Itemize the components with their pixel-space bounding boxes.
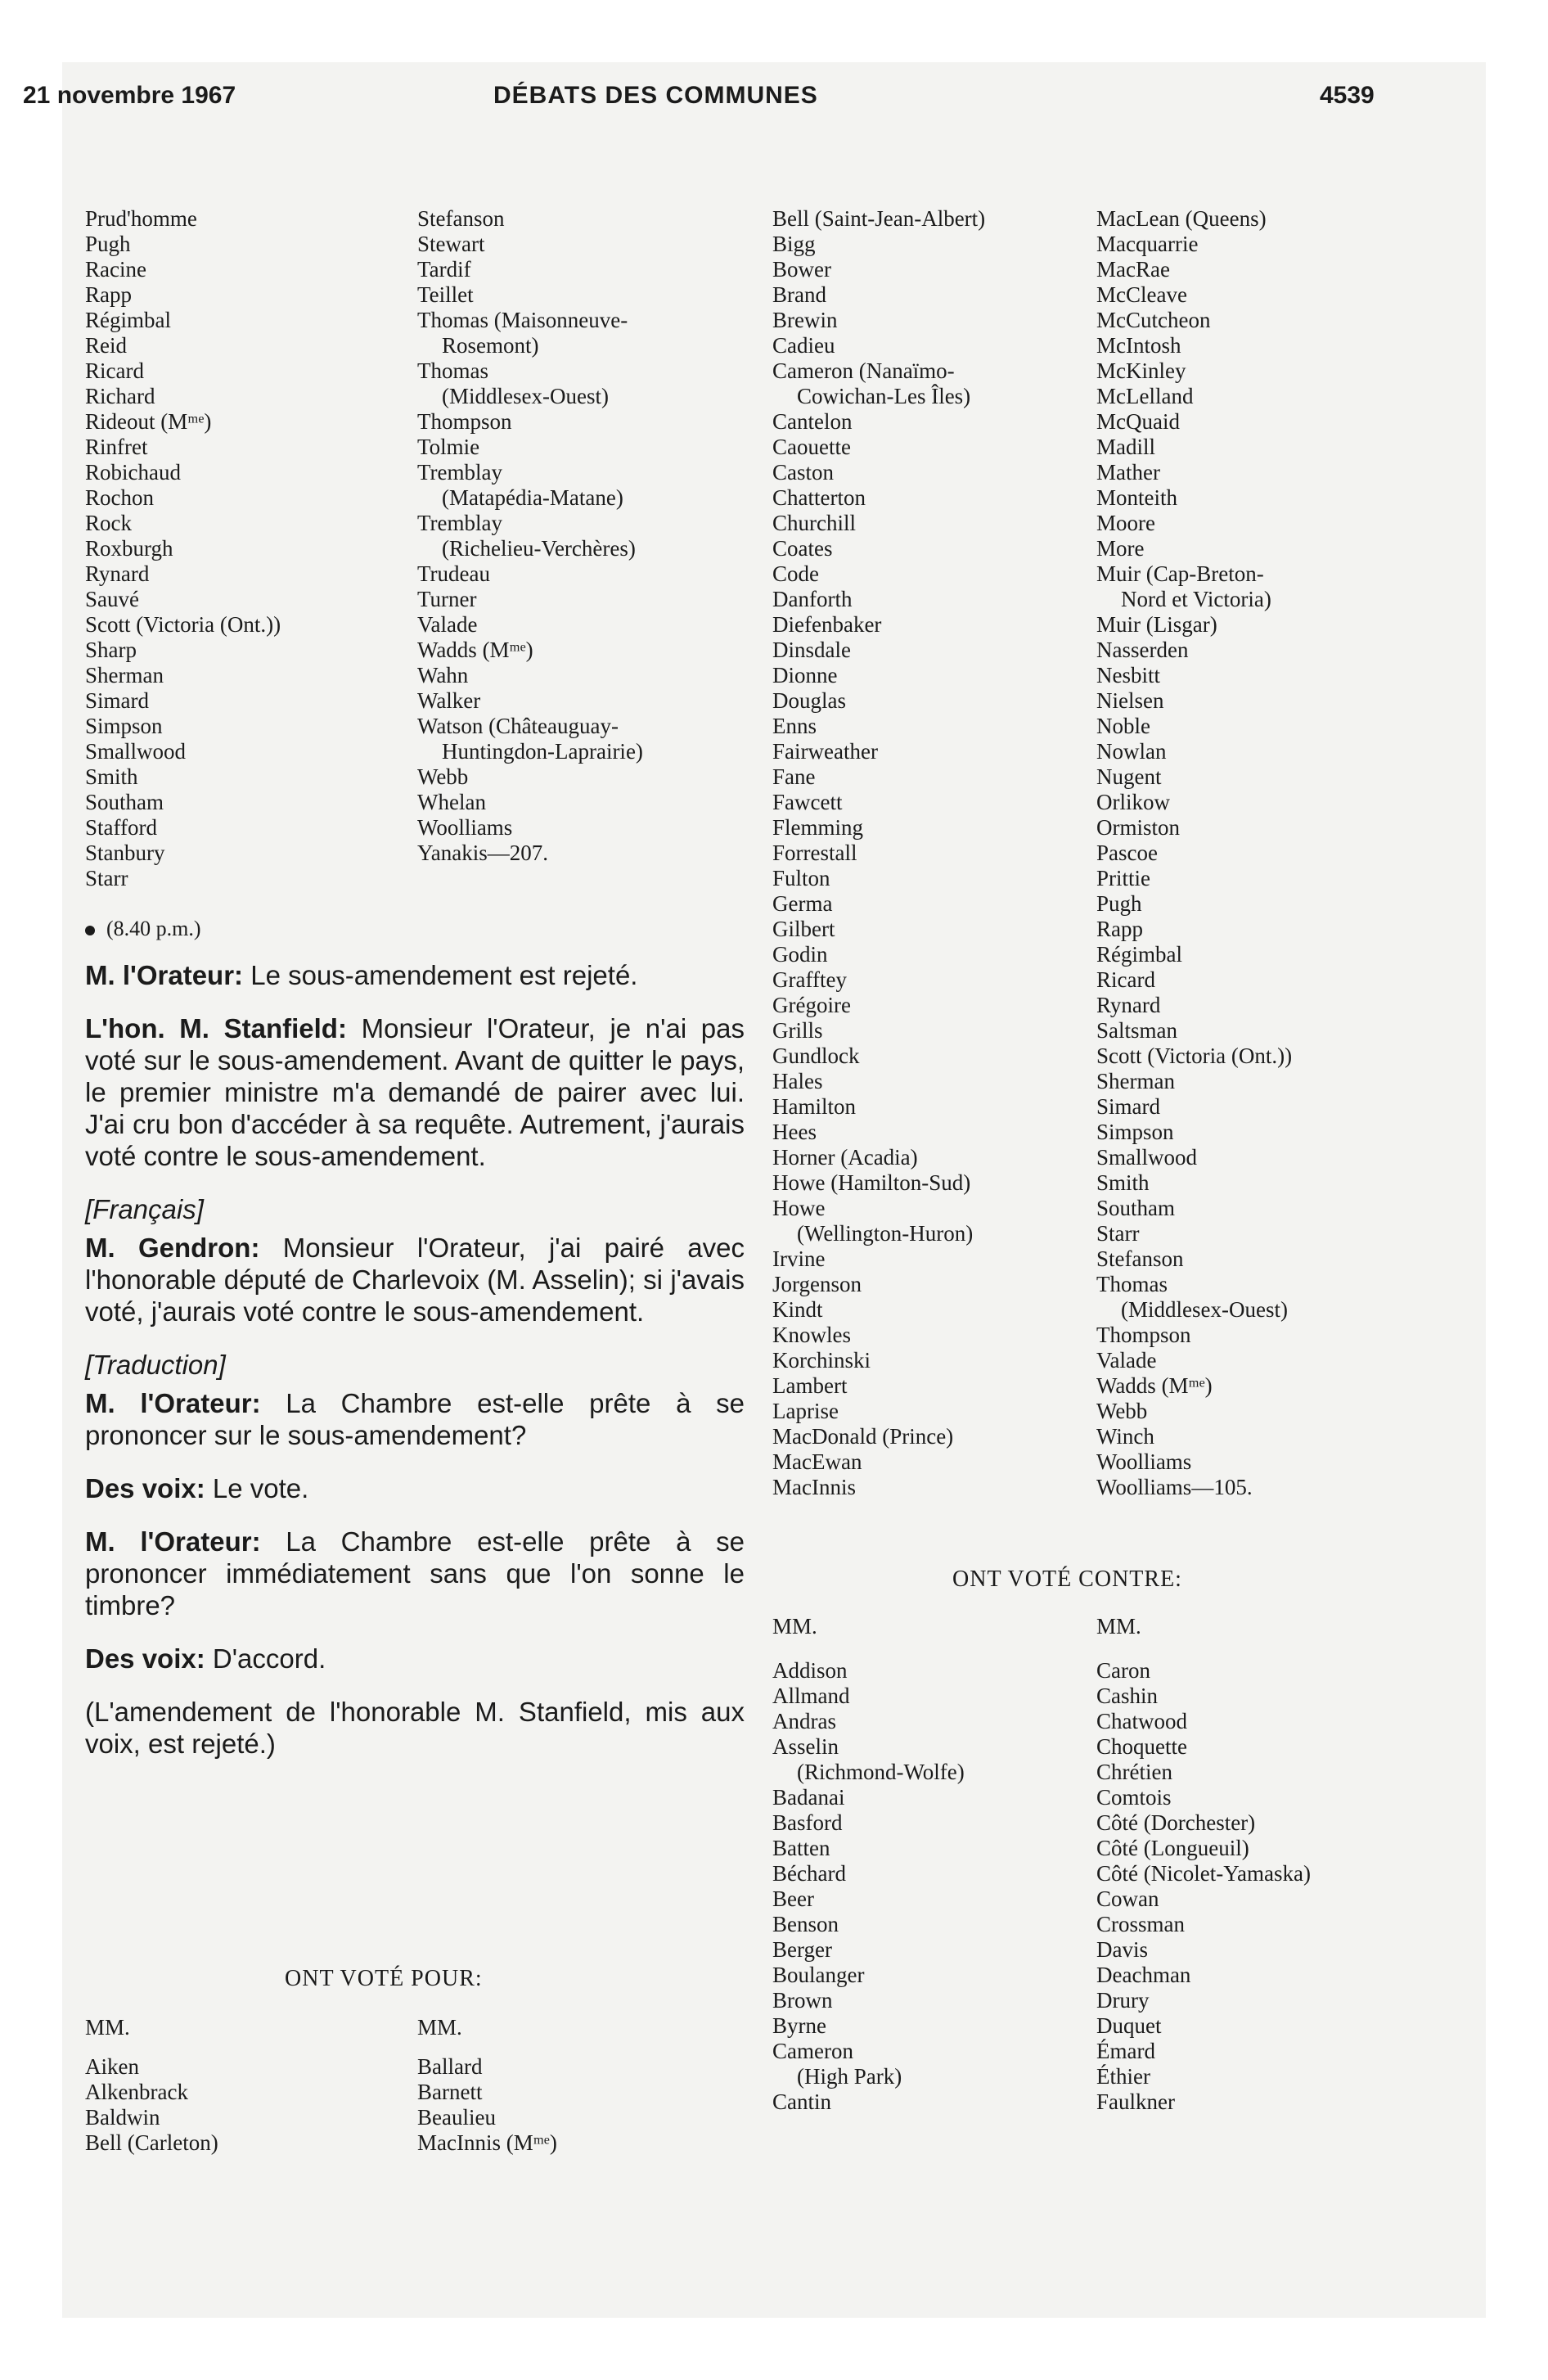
member-name: Rinfret [85,435,148,459]
speaker-name: M. l'Orateur: [85,960,244,990]
member-name: Côté (Longueuil) [1096,1836,1249,1860]
member-name: Webb [417,764,469,789]
member-name: Duquet [1096,2013,1162,2038]
member-name: (Richmond-Wolfe) [797,1760,965,1784]
bullet-dot-icon [85,926,95,935]
member-name: Simpson [85,714,163,738]
member-name: Andras [772,1709,836,1733]
member-name: Germa [772,891,833,916]
member-name: Chatterton [772,485,866,510]
member-name: Cashin [1096,1684,1159,1708]
member-name: Monteith [1096,485,1177,510]
member-name: Diefenbaker [772,612,882,637]
member-name: Addison [772,1658,848,1683]
member-name: Noble [1096,714,1150,738]
member-name: Prud'homme [85,206,197,231]
member-name: Ricard [85,358,144,383]
time-mark-text: (8.40 p.m.) [106,917,201,940]
member-name: Alkenbrack [85,2080,188,2104]
member-name: Grégoire [772,993,851,1017]
member-name: Cantin [772,2089,831,2114]
member-name: Starr [85,866,128,890]
member-name: Howe [772,1196,826,1220]
debate-paragraph [85,1643,745,1675]
member-name: Rideout (Mᵐᵉ) [85,409,212,434]
vote-contre-right-list [1096,1658,1456,2115]
header-date: 21 novembre 1967 [23,82,236,109]
member-name: Cadieu [772,333,835,358]
member-name: MacEwan [772,1449,862,1474]
member-name: Coates [772,536,833,561]
member-name: Côté (Nicolet-Yamaska) [1096,1861,1311,1886]
debate-paragraph [85,959,745,991]
member-name: Nasserden [1096,638,1189,662]
member-name: Thomas [1096,1272,1168,1296]
member-name: Caston [772,460,835,485]
member-name: Madill [1096,435,1155,459]
member-name: Batten [772,1836,830,1860]
member-name: Sauvé [85,587,139,611]
member-name: Thompson [417,409,512,434]
member-name: Woolliams—105. [1096,1475,1253,1499]
header-page-number: 4539 [1320,82,1375,109]
member-name: Berger [772,1937,832,1962]
member-name: Régimbal [85,308,171,332]
member-name: (Richelieu-Verchères) [442,536,636,561]
member-name: Simard [85,688,149,713]
names-list-column-2 [417,206,761,866]
member-name: Roxburgh [85,536,173,561]
member-name: Ricard [1096,967,1155,992]
debate-paragraph [85,1696,745,1760]
member-name: (Middlesex-Ouest) [1121,1297,1288,1322]
member-name: Richard [85,384,155,408]
speaker-name: M. l'Orateur: [85,1526,261,1557]
member-name: Brand [772,282,826,307]
vote-pour-mm-right: MM. [417,2015,462,2040]
debate-paragraph [85,1232,745,1327]
member-name: Rock [85,511,132,535]
member-name: Byrne [772,2013,826,2038]
member-name: Cameron (Nanaïmo- [772,358,955,383]
member-name: Woolliams [1096,1449,1192,1474]
member-name: Reid [85,333,127,358]
header-title: DÉBATS DES COMMUNES [493,82,818,109]
speech-text: Monsieur l'Orateur, j'ai pairé avec l'honorable député de Charlevoix (M. Asselin); si j'avais voté, j'aurais voté contre le sous-amendement. [85,1233,745,1327]
member-name: Code [772,561,819,586]
vote-pour-left-list [85,2054,412,2156]
member-name: Scott (Victoria (Ont.)) [85,612,281,637]
member-name: McKinley [1096,358,1186,383]
member-name: Badanai [772,1785,845,1810]
member-name: Rosemont) [442,333,539,358]
member-name: Sherman [85,663,164,687]
member-name: McQuaid [1096,409,1180,434]
member-name: Régimbal [1096,942,1182,967]
member-name: Cowan [1096,1886,1159,1911]
member-name: Aiken [85,2054,139,2079]
vote-pour-right-list [417,2054,761,2156]
speaker-name: M. l'Orateur: [85,1388,261,1418]
member-name: Rynard [1096,993,1161,1017]
speech-text: (L'amendement de l'honorable M. Stanfield, mis aux voix, est rejeté.) [85,1697,745,1759]
member-name: Wahn [417,663,469,687]
member-name: Comtois [1096,1785,1172,1810]
member-name: Douglas [772,688,846,713]
member-name: Faulkner [1096,2089,1175,2114]
member-name: Stanbury [85,841,165,865]
member-name: Stefanson [417,206,505,231]
debate-paragraph [85,1472,745,1504]
member-name: Brewin [772,308,838,332]
member-name: Gilbert [772,917,835,941]
member-name: Pugh [85,232,131,256]
member-name: Mather [1096,460,1160,485]
debate-paragraph [85,1387,745,1451]
member-name: Watson (Châteauguay- [417,714,619,738]
member-name: Bower [772,257,831,282]
member-name: Drury [1096,1988,1150,2013]
member-name: Fairweather [772,739,878,764]
member-name: Muir (Cap-Breton- [1096,561,1264,586]
member-name: Yanakis—207. [417,841,549,865]
member-name: Rynard [85,561,150,586]
member-name: Muir (Lisgar) [1096,612,1217,637]
member-name: Stafford [85,815,157,840]
member-name: Simpson [1096,1120,1174,1144]
member-name: Knowles [772,1323,851,1347]
member-name: Cowichan-Les Îles) [797,384,971,408]
member-name: Howe (Hamilton-Sud) [772,1170,971,1195]
column-2 [417,206,761,866]
member-name: Boulanger [772,1963,865,1987]
vote-contre-left-list [772,1658,1100,2115]
member-name: Éthier [1096,2064,1150,2089]
member-name: McCutcheon [1096,308,1211,332]
member-name: Nesbitt [1096,663,1160,687]
member-name: Beaulieu [417,2105,496,2130]
member-name: Rapp [1096,917,1143,941]
member-name: Smith [85,764,138,789]
member-name: MacRae [1096,257,1170,282]
member-name: Tardif [417,257,471,282]
member-name: Crossman [1096,1912,1185,1936]
member-name: Smith [1096,1170,1150,1195]
member-name: MacInnis [772,1475,856,1499]
speech-text: D'accord. [205,1643,326,1674]
names-list-column-3 [772,206,1100,1500]
member-name: Émard [1096,2039,1155,2063]
member-name: Ormiston [1096,815,1181,840]
member-name: Caron [1096,1658,1150,1683]
member-name: Stefanson [1096,1246,1184,1271]
member-name: Moore [1096,511,1155,535]
member-name: Nugent [1096,764,1162,789]
names-list-column-1 [85,206,412,891]
member-name: Webb [1096,1399,1148,1423]
member-name: Danforth [772,587,853,611]
debate-text [85,959,745,1781]
member-name: More [1096,536,1145,561]
member-name: Thomas (Maisonneuve- [417,308,628,332]
member-name: Lambert [772,1373,848,1398]
names-list-column-4 [1096,206,1456,1500]
member-name: Sharp [85,638,137,662]
member-name: Pascoe [1096,841,1158,865]
member-name: (Wellington-Huron) [797,1221,974,1246]
vote-contre-right [1096,1658,1456,2115]
member-name: Deachman [1096,1963,1191,1987]
member-name: Winch [1096,1424,1154,1449]
member-name: Barnett [417,2080,483,2104]
member-name: Huntingdon-Laprairie) [442,739,643,764]
member-name: Sherman [1096,1069,1175,1093]
member-name: Gundlock [772,1044,860,1068]
vote-pour-right [417,2054,761,2156]
speech-text: Le sous-amendement est rejeté. [243,960,638,990]
member-name: Hales [772,1069,823,1093]
member-name: Fulton [772,866,830,890]
member-name: Nowlan [1096,739,1167,764]
member-name: Benson [772,1912,839,1936]
member-name: Choquette [1096,1734,1187,1759]
vote-pour-heading: ONT VOTÉ POUR: [285,1966,483,1991]
member-name: Smallwood [85,739,187,764]
member-name: Bell (Carleton) [85,2130,218,2155]
member-name: Rochon [85,485,154,510]
member-name: Horner (Acadia) [772,1145,918,1170]
member-name: Davis [1096,1937,1148,1962]
member-name: Starr [1096,1221,1140,1246]
speech-text: La Chambre est-elle prête à se prononcer immédiatement sans que l'on sonne le timbre? [85,1526,745,1620]
member-name: Bell (Saint-Jean-Albert) [772,206,986,231]
member-name: Caouette [772,435,851,459]
speech-text: La Chambre est-elle prête à se prononcer sur le sous-amendement? [85,1388,745,1450]
debate-paragraph [85,1526,745,1621]
member-name: MacInnis (Mᵐᵉ) [417,2130,557,2155]
member-name: Whelan [417,790,486,814]
vote-contre-left [772,1658,1100,2115]
vote-contre-mm-right: MM. [1096,1614,1141,1639]
member-name: Jorgenson [772,1272,862,1296]
member-name: Fane [772,764,816,789]
member-name: Chrétien [1096,1760,1172,1784]
member-name: Macquarrie [1096,232,1199,256]
member-name: Kindt [772,1297,823,1322]
time-mark [85,917,201,941]
speaker-name: L'hon. M. Stanfield: [85,1013,347,1044]
vote-contre-heading: ONT VOTÉ CONTRE: [952,1566,1182,1592]
member-name: Dionne [772,663,838,687]
speaker-name: Des voix: [85,1473,205,1503]
member-name: Allmand [772,1684,850,1708]
member-name: Trudeau [417,561,491,586]
member-name: Beer [772,1886,814,1911]
member-name: Béchard [772,1861,846,1886]
speech-text: Monsieur l'Orateur, je n'ai pas voté sur le sous-amendement. Avant de quitter le pays, le premier ministre m'a demandé de pairer avec lui. J'ai cru bon d'accéder à sa requête. Autrement, j'aurais voté contre le sous-amendement. [85,1013,745,1171]
member-name: Southam [85,790,164,814]
member-name: Basford [772,1810,843,1835]
member-name: Cantelon [772,409,853,434]
member-name: Wadds (Mᵐᵉ) [417,638,533,662]
member-name: Pugh [1096,891,1142,916]
member-name: (Middlesex-Ouest) [442,384,609,408]
member-name: (High Park) [797,2064,902,2089]
member-name: Flemming [772,815,864,840]
member-name: Grills [772,1018,823,1043]
member-name: Asselin [772,1734,839,1759]
member-name: Thompson [1096,1323,1191,1347]
member-name: Chatwood [1096,1709,1187,1733]
member-name: Fawcett [772,790,843,814]
member-name: Simard [1096,1094,1160,1119]
member-name: Ballard [417,2054,483,2079]
vote-contre-mm-left: MM. [772,1614,817,1639]
member-name: Churchill [772,511,856,535]
member-name: Walker [417,688,481,713]
member-name: Rapp [85,282,132,307]
column-4 [1096,206,1456,1500]
member-name: MacLean (Queens) [1096,206,1267,231]
member-name: Nielsen [1096,688,1164,713]
member-name: Valade [417,612,478,637]
member-name: Woolliams [417,815,513,840]
member-name: Nord et Victoria) [1121,587,1271,611]
speaker-name: Des voix: [85,1643,205,1674]
member-name: Enns [772,714,817,738]
member-name: Côté (Dorchester) [1096,1810,1256,1835]
member-name: Brown [772,1988,833,2013]
member-name: Korchinski [772,1348,871,1373]
member-name: Forrestall [772,841,857,865]
member-name: Smallwood [1096,1145,1198,1170]
column-1 [85,206,412,891]
member-name: Godin [772,942,828,967]
member-name: Dinsdale [772,638,851,662]
member-name: (Matapédia-Matane) [442,485,623,510]
member-name: Tremblay [417,460,503,485]
member-name: Hamilton [772,1094,856,1119]
member-name: Scott (Victoria (Ont.)) [1096,1044,1293,1068]
member-name: Saltsman [1096,1018,1177,1043]
member-name: Southam [1096,1196,1176,1220]
member-name: Teillet [417,282,474,307]
member-name: McLelland [1096,384,1194,408]
member-name: Baldwin [85,2105,160,2130]
vote-pour-mm-left: MM. [85,2015,130,2040]
member-name: Wadds (Mᵐᵉ) [1096,1373,1213,1398]
member-name: McIntosh [1096,333,1181,358]
member-name: Stewart [417,232,485,256]
vote-pour-left [85,2054,412,2156]
member-name: Tolmie [417,435,480,459]
member-name: Orlikow [1096,790,1170,814]
member-name: Hees [772,1120,817,1144]
member-name: Turner [417,587,477,611]
member-name: Valade [1096,1348,1157,1373]
column-3 [772,206,1100,1500]
member-name: Racine [85,257,146,282]
member-name: Bigg [772,232,816,256]
member-name: Robichaud [85,460,181,485]
member-name: Prittie [1096,866,1150,890]
member-name: Laprise [772,1399,839,1423]
speech-text: Le vote. [205,1473,309,1503]
language-marker: [Traduction] [85,1350,226,1380]
debate-paragraph [85,1012,745,1172]
member-name: MacDonald (Prince) [772,1424,954,1449]
member-name: Cameron [772,2039,853,2063]
language-marker: [Français] [85,1194,204,1224]
member-name: Irvine [772,1246,826,1271]
member-name: Grafftey [772,967,847,992]
member-name: Tremblay [417,511,503,535]
member-name: McCleave [1096,282,1187,307]
speaker-name: M. Gendron: [85,1233,260,1263]
member-name: Thomas [417,358,488,383]
page-header [23,82,1447,123]
